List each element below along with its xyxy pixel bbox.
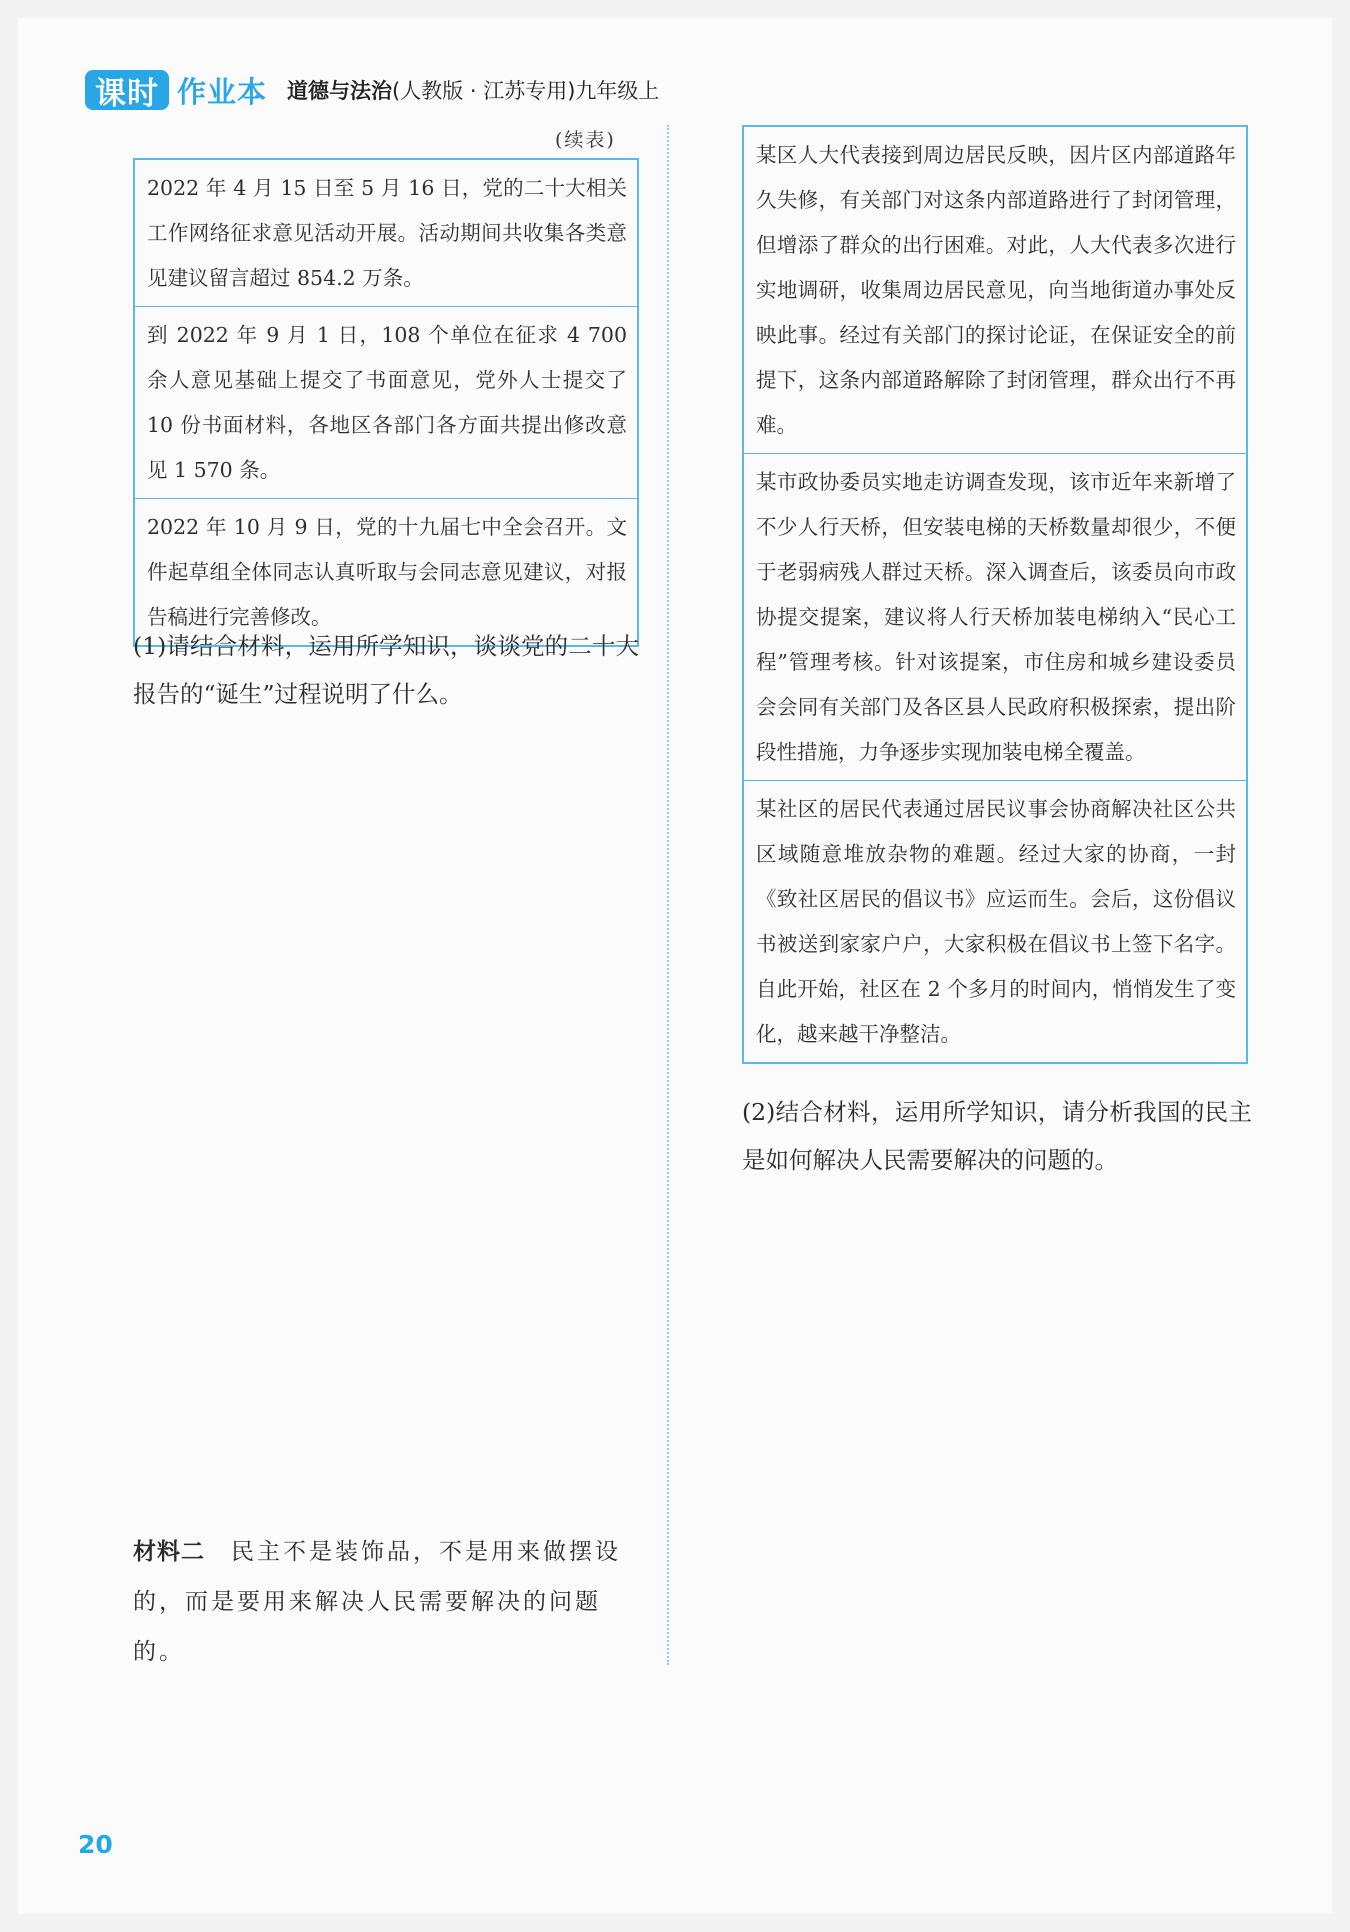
column-divider <box>667 125 669 1665</box>
page-number: 20 <box>78 1830 113 1859</box>
material-2-label: 材料二 <box>133 1539 205 1565</box>
table-row: 2022 年 4 月 15 日至 5 月 16 日，党的二十大相关工作网络征求意见活动开展。活动期间共收集各类意见建议留言超过 854.2 万条。 <box>134 159 638 307</box>
material-table-right <box>742 125 1248 1064</box>
material-2-text: 民主不是装饰品，不是用来做摆设的，而是要用来解决人民需要解决的问题的。 <box>133 1539 621 1665</box>
table-row: 某市政协委员实地走访调查发现，该市近年来新增了不少人行天桥，但安装电梯的天桥数量却很少，不便于老弱病残人群过天桥。深入调查后，该委员向市政协提交提案，建议将人行天桥加装电梯纳入“民心工程”管理考核。针对该提案，市住房和城乡建设委员会会同有关部门及各区县人民政府积极探索，提出阶段性措施，力争逐步实现加装电梯全覆盖。 <box>743 454 1247 781</box>
page-header <box>85 68 659 112</box>
series-title: 作业本 <box>177 74 268 109</box>
table-row: 某区人大代表接到周边居民反映，因片区内部道路年久失修，有关部门对这条内部道路进行了封闭管理，但增添了群众的出行困难。对此，人大代表多次进行实地调研，收集周边居民意见，向当地街道办事处反映此事。经过有关部门的探讨论证，在保证安全的前提下，这条内部道路解除了封闭管理，群众出行不再难。 <box>743 126 1247 454</box>
question-2: (2)结合材料，运用所学知识，请分析我国的民主是如何解决人民需要解决的问题的。 <box>742 1098 1252 1174</box>
question-1: (1)请结合材料，运用所学知识，谈谈党的二十大报告的“诞生”过程说明了什么。 <box>133 632 639 708</box>
material-2 <box>133 1527 643 1677</box>
edition: (人教版 · 江苏专用)九年级上 <box>392 79 660 103</box>
table-row: 某社区的居民代表通过居民议事会协商解决社区公共区域随意堆放杂物的难题。经过大家的协商，一封《致社区居民的倡议书》应运而生。会后，这份倡议书被送到家家户户，大家积极在倡议书上签下名字。自此开始，社区在 2 个多月的时间内，悄悄发生了变化，越来越干净整洁。 <box>743 781 1247 1064</box>
material-table-left <box>133 158 639 647</box>
continued-label: (续表) <box>555 129 616 151</box>
subject-name: 道德与法治 <box>287 79 393 103</box>
table-row: 2022 年 10 月 9 日，党的十九届七中全会召开。文件起草组全体同志认真听取与会同志意见建议，对报告稿进行完善修改。 <box>134 499 638 647</box>
logo: 课时 <box>85 70 169 110</box>
book-title <box>287 75 659 105</box>
table-row: 到 2022 年 9 月 1 日，108 个单位在征求 4 700 余人意见基础上提交了书面意见，党外人士提交了 10 份书面材料，各地区各部门各方面共提出修改意见 1 570 条。 <box>134 307 638 499</box>
